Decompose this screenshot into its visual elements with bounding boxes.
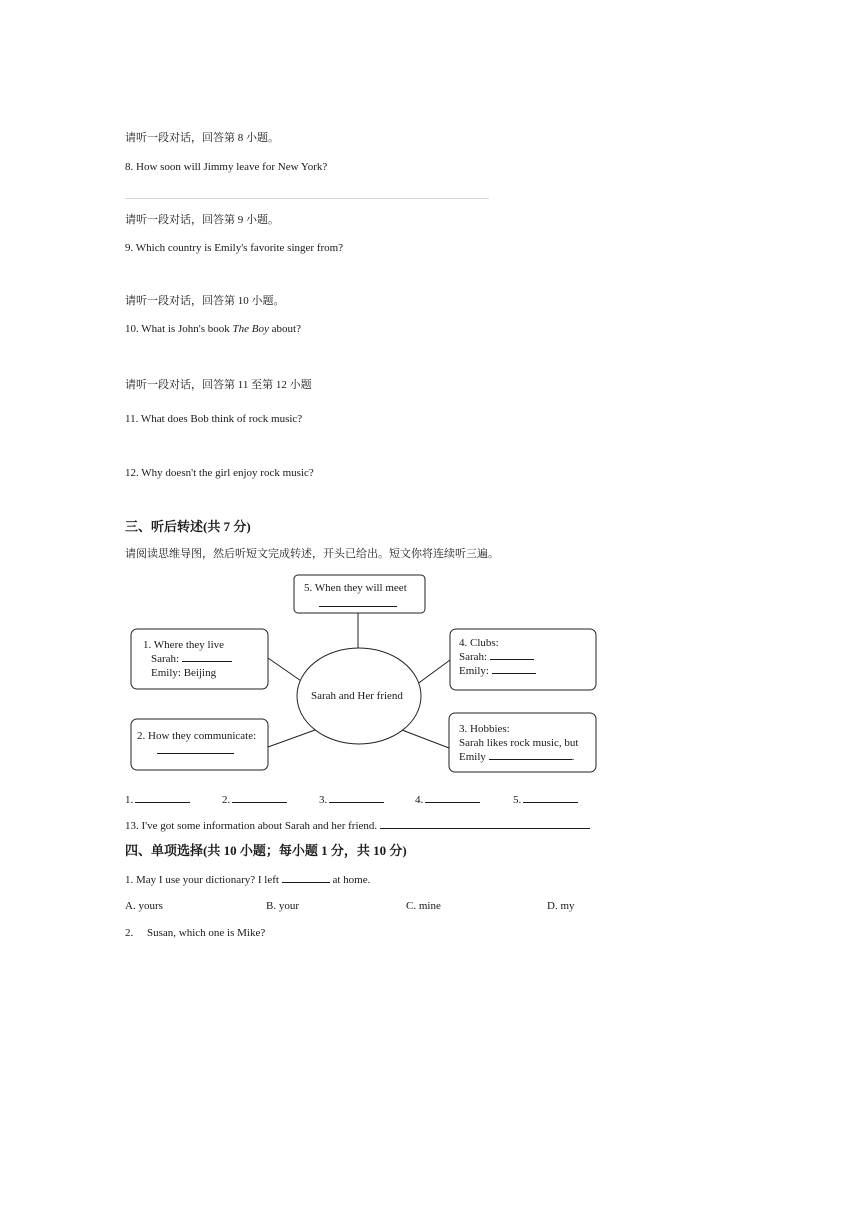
mc-question-1 [125,872,370,887]
question-13 [125,818,590,833]
connector-right-bottom [402,730,449,748]
answer-blank-4[interactable] [415,792,480,807]
answer-blank-1[interactable] [125,792,190,807]
center-node-label: Sarah and Her friend [311,690,403,702]
answer-blank-3[interactable] [319,792,384,807]
node-3-emily-label: Emily [459,751,486,763]
answer-number: 5. [513,794,522,806]
prompt-q11-12: 请听一段对话，回答第 11 至第 12 小题 [125,379,312,391]
question-12: 12. Why doesn't the girl enjoy rock music? [125,467,314,479]
prompt-q10: 请听一段对话，回答第 10 小题。 [125,295,285,307]
node-2-title: 2. How they communicate: [137,730,257,742]
node-1-sarah-label: Sarah: [151,653,180,665]
answer-number: 2. [222,794,231,806]
answer-number: 4. [415,794,424,806]
blank-line [319,597,397,607]
blank-line [135,792,190,803]
blank-line [182,652,232,662]
answer-number: 1. [125,794,134,806]
section-3-heading: 三、听后转述(共 7 分) [125,519,251,534]
blank-line [523,792,578,803]
node-3-line3: Emily . [459,751,575,763]
mc-question-1-tail: at home. [332,874,371,886]
question-11: 11. What does Bob think of rock music? [125,413,303,425]
question-10-tail: about? [268,323,301,335]
node-3-line2: Sarah likes rock music, but [459,737,579,749]
option-a[interactable]: A. yours [125,900,163,912]
question-13-text: 13. I've got some information about Sarah and her friend. [125,820,378,832]
node-1-title: 1. Where they live [143,639,225,651]
prompt-q9: 请听一段对话，回答第 9 小题。 [125,214,279,226]
blank-line [157,744,234,754]
answer-blank-2[interactable] [222,792,287,807]
answer-number: 3. [319,794,328,806]
connector-right-top [416,660,450,685]
node-4-emily-label: Emily: [459,665,489,677]
question-10-text: 10. What is John's book [125,323,233,335]
option-d[interactable]: D. my [547,900,575,912]
question-8: 8. How soon will Jimmy leave for New York? [125,161,328,173]
connector-left-top [268,658,304,683]
option-c[interactable]: C. mine [406,900,441,912]
blank-line [490,650,534,660]
node-4-sarah [459,650,534,664]
node-4-sarah-label: Sarah: [459,651,488,663]
node-1-emily: Emily: Beijing [151,667,217,679]
node-4-title: 4. Clubs: [459,637,499,649]
section-4-heading: 四、单项选择(共 10 小题；每小题 1 分，共 10 分) [125,843,407,858]
blank-line [329,792,384,803]
node-5-blank [319,597,397,611]
mc-question-2: 2. Susan, which one is Mike? [125,927,266,939]
question-9: 9. Which country is Emily's favorite singer from? [125,242,344,254]
q13-answer-line[interactable] [380,818,590,829]
answer-blank-5[interactable] [513,792,578,807]
node-4-emily [459,664,536,678]
blank-line [232,792,287,803]
blank-line [489,750,572,760]
blank-line [425,792,480,803]
node-1-sarah [151,652,232,666]
node-3-title: 3. Hobbies: [459,723,510,735]
blank-line [492,664,536,674]
option-b[interactable]: B. your [266,900,299,912]
prompt-q8: 请听一段对话，回答第 8 小题。 [125,132,279,144]
node-5-title: 5. When they will meet [304,582,407,594]
connector-left-bottom [268,730,315,747]
mc-question-1-text: 1. May I use your dictionary? I left [125,874,279,886]
q1-blank [282,872,330,883]
section-3-instruction: 请阅读思维导图，然后听短文完成转述，开头已给出。短文你将连续听三遍。 [125,548,499,560]
node-2-blank [157,744,234,758]
book-title: The Boy [232,323,269,335]
